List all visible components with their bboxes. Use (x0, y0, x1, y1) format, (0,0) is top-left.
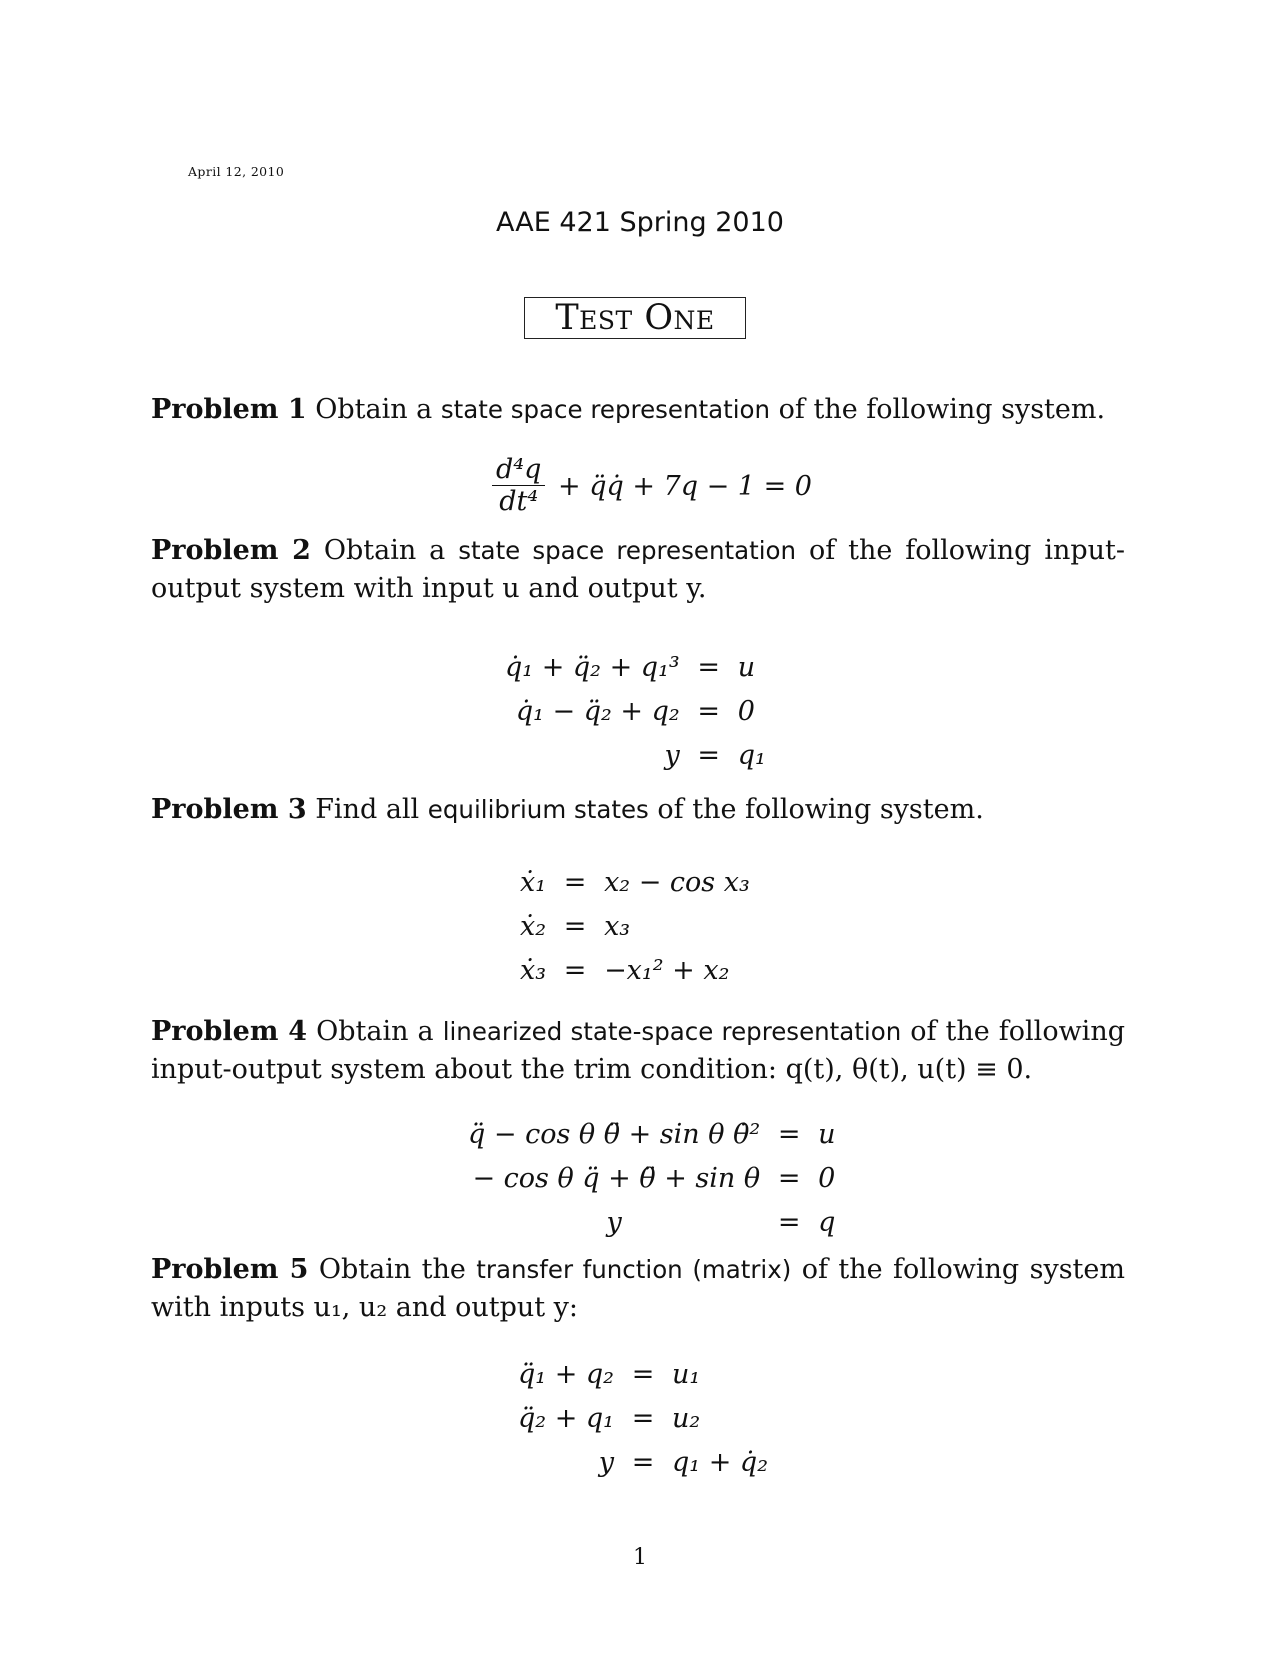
equation-row (468, 1156, 836, 1200)
fraction-numerator: d⁴q (492, 455, 545, 486)
problem-5 (151, 1251, 1125, 1327)
test-title: Test One (555, 297, 715, 338)
problem-5-equations (518, 1352, 768, 1484)
equation-relation: = (697, 651, 721, 683)
problem-text: of the following system. (778, 394, 1106, 425)
document-date: April 12, 2010 (188, 164, 285, 179)
problem-1-equation (492, 455, 812, 518)
fraction-denominator: dt⁴ (499, 486, 539, 517)
equation-lhs: ẋ₂ (520, 910, 547, 942)
problem-text: of the following system with inputs u₁, u₂ and output y: (151, 1254, 1125, 1323)
equation-lhs: q̇₁ + q̈₂ + q₁³ (505, 651, 680, 683)
problem-4 (151, 1013, 1125, 1089)
equation-lhs: − cos θ q̈ + θ̈ + sin θ (472, 1162, 761, 1194)
equation-row (505, 733, 766, 777)
equation-relation: = (777, 1162, 801, 1194)
problem-term: linearized state-space representation (442, 1017, 902, 1046)
problem-text: Obtain a (323, 535, 446, 566)
equation-rhs: −x₁² + x₂ (604, 954, 730, 986)
equation-lhs: q̈ − cos θ θ̈ + sin θ θ̇² (468, 1118, 761, 1150)
problem-2 (151, 532, 1125, 608)
problem-3-equations (520, 860, 750, 992)
problem-text: Find all (315, 794, 420, 825)
equation-relation: = (631, 1358, 655, 1390)
equation-row (518, 1440, 768, 1484)
problem-term: equilibrium states (427, 795, 649, 824)
equation-rhs: q₁ (737, 739, 766, 771)
equation-lhs: ẋ₁ (520, 866, 547, 898)
equation-rhs: u (737, 651, 756, 683)
equation-row (468, 1200, 836, 1244)
equation-row (518, 1396, 768, 1440)
equation-rhs: q₁ + q̇₂ (672, 1446, 769, 1478)
problem-label: Problem 2 (151, 535, 311, 566)
equation-rhs: x₂ − cos x₃ (604, 866, 750, 898)
problem-4-equations (468, 1112, 836, 1244)
problem-text: Obtain the (318, 1254, 466, 1285)
equation-relation: = (777, 1206, 801, 1238)
equation-relation: = (563, 910, 587, 942)
problem-label: Problem 5 (151, 1254, 309, 1285)
equation-row (468, 1112, 836, 1156)
problem-text: of the following input-output system about the trim condition: q(t), θ(t), u(t) ≡ 0. (151, 1016, 1125, 1085)
problem-label: Problem 1 (151, 394, 307, 425)
equation-rhs: u₂ (672, 1402, 701, 1434)
equation-row (505, 645, 766, 689)
derivative-fraction (492, 455, 545, 518)
equation-lhs: q̈₂ + q₁ (518, 1402, 615, 1434)
equation-row (520, 860, 750, 904)
page-number: 1 (633, 1545, 647, 1570)
equation-relation: = (563, 866, 587, 898)
equation-rhs: x₃ (604, 910, 631, 942)
problem-text: Obtain a (315, 394, 433, 425)
course-title: AAE 421 Spring 2010 (496, 207, 784, 238)
equation-lhs: y (606, 1206, 622, 1238)
problem-text: Obtain a (316, 1016, 434, 1047)
equation-lhs: y (598, 1446, 615, 1478)
equation-lhs: y (664, 739, 680, 771)
equation-relation: = (631, 1446, 655, 1478)
equation-row (518, 1352, 768, 1396)
problem-label: Problem 4 (151, 1016, 308, 1047)
equation-relation: = (697, 695, 721, 727)
problem-text: of the following system. (657, 794, 984, 825)
equation-rhs: u₁ (672, 1358, 701, 1390)
equation-rhs: 0 (818, 1162, 836, 1194)
problem-1 (151, 391, 1125, 429)
equation-relation: = (697, 739, 721, 771)
equation-lhs: ẋ₃ (520, 954, 547, 986)
problem-term: state space representation (458, 536, 797, 565)
equation-remainder: + q̈q̇ + 7q − 1 = 0 (558, 471, 812, 502)
equation-relation: = (777, 1118, 801, 1150)
test-title-box (524, 297, 746, 339)
equation-row (520, 948, 750, 992)
equation-lhs: q̈₁ + q₂ (518, 1358, 615, 1390)
equation-relation: = (631, 1402, 655, 1434)
problem-label: Problem 3 (151, 794, 307, 825)
equation-lhs: q̇₁ − q̈₂ + q₂ (515, 695, 680, 727)
problem-2-equations (505, 645, 766, 777)
problem-term: transfer function (matrix) (476, 1255, 792, 1284)
problem-term: state space representation (440, 395, 771, 424)
problem-3 (151, 791, 1125, 829)
equation-relation: = (563, 954, 587, 986)
equation-rhs: 0 (737, 695, 755, 727)
problem-text: of the following input-output system with input u and output y. (151, 535, 1126, 604)
equation-row (520, 904, 750, 948)
equation-row (505, 689, 766, 733)
equation-rhs: u (818, 1118, 836, 1150)
equation-rhs: q (818, 1206, 836, 1238)
